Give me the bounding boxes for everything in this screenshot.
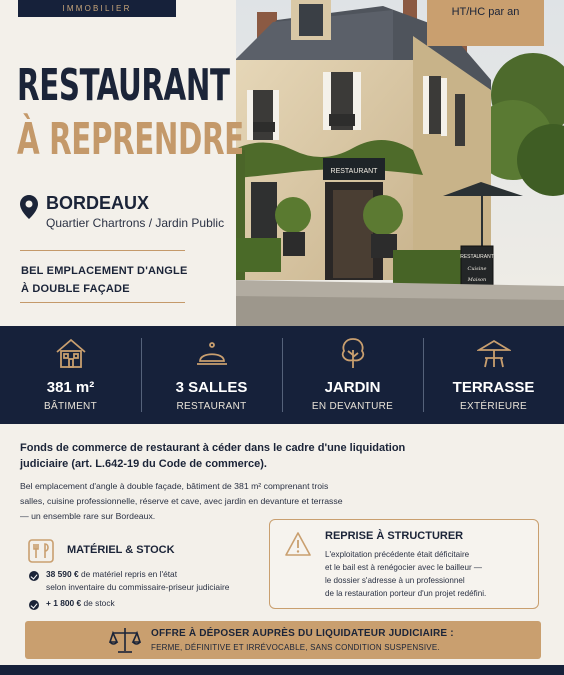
brand-tab [18,0,176,17]
stat-label: RESTAURANT [176,401,247,412]
risk-line-2: et le bail est à renégocier avec le bailleur — [325,563,483,572]
stat-value: 381 m² [46,379,95,396]
risk-line-1: L'exploitation précédente était déficitaire [325,550,470,559]
description-text: Bel emplacement d'angle à double façade, bâtiment de 381 m² comprenant trois salles, cuisine professionnelle, réserve et cave, avec jardin en devanture et terrasse — un ensemble rare sur Bordeaux. [20,481,343,521]
board-line-2: Cuisine [467,266,487,272]
hero-section [0,0,564,326]
stock-item-1-detail: selon inventaire du commissaire-priseur judiciaire [46,582,230,592]
city-name: BORDEAUX [46,193,150,213]
map-pin-icon [20,195,38,219]
stock-item-2-text: de stock [83,598,115,608]
stat-rooms [141,326,282,424]
offer-banner [25,621,541,659]
stat-terrace [423,326,564,424]
price-note: HT/HC par an [451,6,520,18]
lead-text: Fonds de commerce de restaurant à céder dans le cadre d'une liquidation judiciaire (art. L.642-19 du Code de commerce). [20,442,406,470]
risk-line-3: le dossier s'adresse à un professionnel [325,576,465,585]
stat-label: EXTÉRIEURE [460,401,527,412]
stat-value: TERRASSE [452,379,535,396]
risk-line-4: de la restauration porteur d'un projet redéfini. [325,589,487,598]
parasol-icon [477,336,511,370]
stock-heading: MATÉRIEL & STOCK [67,544,175,556]
risk-text [325,548,535,600]
storefront-sign: RESTAURANT [330,168,378,175]
feature-line-2: À DOUBLE FAÇADE [21,283,130,295]
restaurant-photo [233,0,564,326]
stat-value: 3 SALLES [175,379,248,396]
price-tab [427,0,544,46]
stat-garden [282,326,423,424]
check-icon [29,600,39,610]
stock-item-2 [46,597,115,610]
stat-label: BÂTIMENT [44,401,97,412]
risk-box [269,519,539,609]
title-line-1: RESTAURANT [17,60,230,111]
warning-icon [285,532,311,556]
board-title: RESTAURANT [460,254,494,260]
offer-subline: FERME, DÉFINITIVE ET IRRÉVOCABLE, SANS CONDITION SUSPENSIVE. [151,643,440,652]
stock-item-1 [46,568,177,581]
house-icon [54,336,88,370]
board-line-3: Maison [467,277,487,283]
stat-value: JARDIN [324,379,381,396]
stat-label: EN DEVANTURE [311,401,394,412]
cloche-icon [195,336,229,370]
stat-building [0,326,141,424]
offer-heading: OFFRE À DÉPOSER AUPRÈS DU LIQUIDATEUR JUDICIAIRE : [151,628,454,639]
risk-heading: REPRISE À STRUCTURER [325,530,464,542]
check-icon [29,571,39,581]
divider-top [20,250,185,251]
stock-item-1-amount: 38 590 € [46,569,79,579]
title-panel [0,0,244,326]
district-name: Quartier Chartrons / Jardin Public [46,216,225,230]
stats-band [0,326,564,424]
title-line-2: À REPRENDRE [17,114,244,165]
scales-icon [109,625,141,655]
stock-item-2-amount: + 1 800 € [46,598,82,608]
kitchen-tools-icon [28,539,54,563]
divider-bottom [20,302,185,303]
footer-bar [0,665,564,675]
brand-label: IMMOBILIER [62,4,132,13]
stock-item-1-text: de matériel repris en l'état [80,569,178,579]
feature-line-1: BEL EMPLACEMENT D'ANGLE [21,265,188,277]
tree-icon [336,336,370,370]
